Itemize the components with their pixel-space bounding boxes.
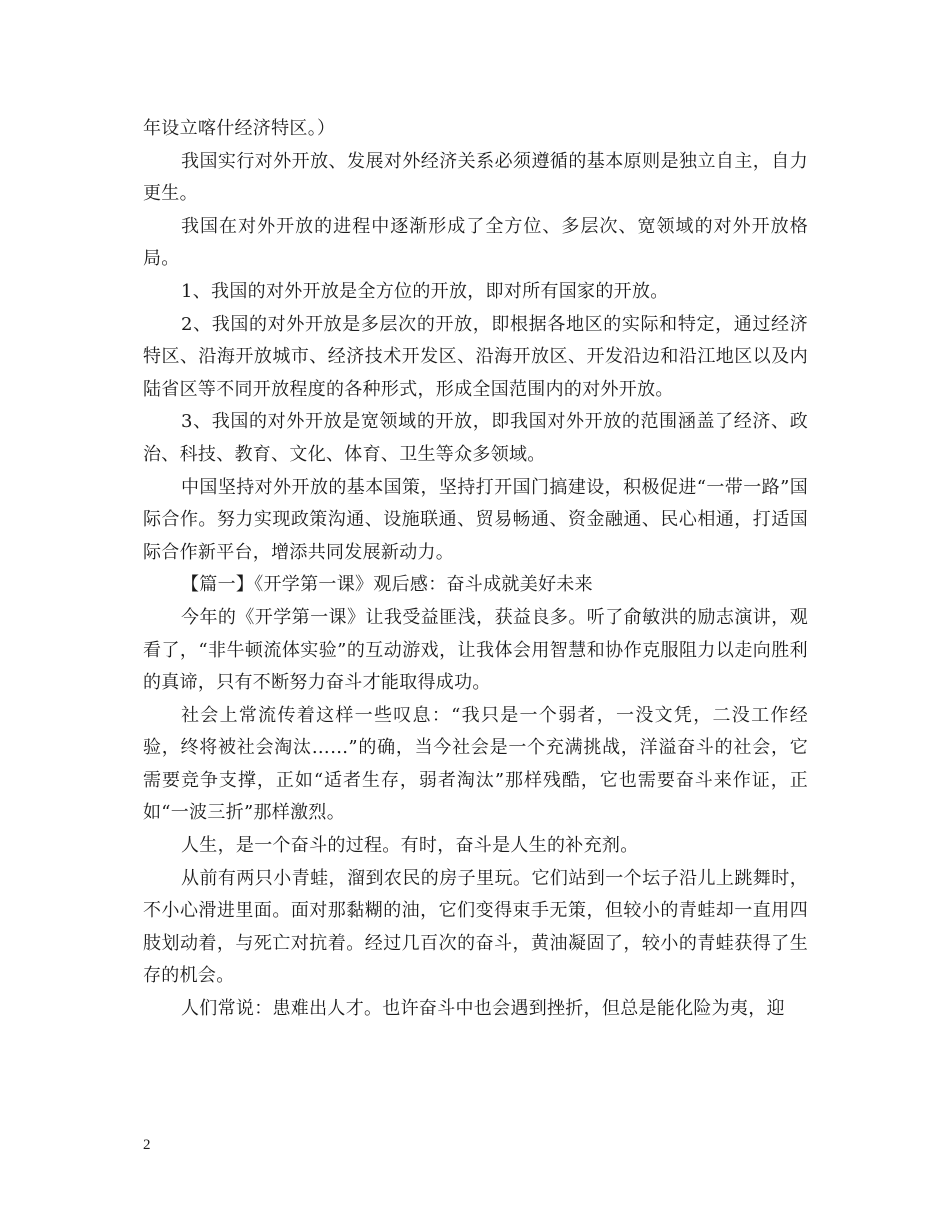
paragraph-10: 社会上常流传着这样一些叹息：“我只是一个弱者，一没文凭，二没工作经验，终将被社会淘汰……”的确，当今社会是一个充满挑战，洋溢奋斗的社会，它需要竞争支撑，正如“适者生存，弱者淘汰”那样残酷，它也需要奋斗来作证，正如“一波三折”那样激烈。 [143, 704, 808, 824]
paragraph-9: 今年的《开学第一课》让我受益匪浅，获益良多。听了俞敏洪的励志演讲，观看了，“非牛顿流体实验”的互动游戏，让我体会用智慧和协作克服阻力以走向胜利的真谛，只有不断努力奋斗才能取得成功。 [143, 606, 808, 694]
paragraph-4: 1、我国的对外开放是全方位的开放，即对所有国家的开放。 [181, 280, 669, 302]
paragraph-12: 从前有两只小青蛙，溜到农民的房子里玩。它们站到一个坛子沿儿上跳舞时，不小心滑进里面。面对那黏糊的油，它们变得束手无策，但较小的青蛙却一直用四肢划动着，与死亡对抗着。经过几百次的奋斗，黄油凝固了，较小的青蛙获得了生存的机会。 [143, 867, 808, 987]
paragraph-7: 中国坚持对外开放的基本国策，坚持打开国门搞建设，积极促进“一带一路”国际合作。努力实现政策沟通、设施联通、贸易畅通、资金融通、民心相通，打适国际合作新平台，增添共同发展新动力。 [143, 476, 808, 563]
paragraph-13: 人们常说：患难出人才。也许奋斗中也会遇到挫折，但总是能化险为夷，迎 [181, 998, 785, 1020]
document-body [143, 113, 808, 1026]
paragraph-1: 年设立喀什经济特区。） [143, 118, 336, 139]
paragraph-6: 3、我国的对外开放是宽领域的开放，即我国对外开放的范围涵盖了经济、政治、科技、教育、文化、体育、卫生等众多领域。 [143, 411, 808, 465]
paragraph-11: 人生，是一个奋斗的过程。有时，奋斗是人生的补充剂。 [181, 835, 639, 857]
page-number: 2 [143, 1137, 151, 1153]
paragraph-5: 2、我国的对外开放是多层次的开放，即根据各地区的实际和特定，通过经济特区、沿海开放城市、经济技术开发区、沿海开放区、开发沿边和沿江地区以及内陆省区等不同开放程度的各种形式，形成全国范围内的对外开放。 [143, 313, 808, 400]
paragraph-3: 我国在对外开放的进程中逐渐形成了全方位、多层次、宽领域的对外开放格局。 [143, 215, 808, 270]
section-heading: 【篇一】《开学第一课》观后感：奋斗成就美好未来 [181, 574, 593, 596]
paragraph-2: 我国实行对外开放、发展对外经济关系必须遵循的基本原则是独立自主，自力更生。 [143, 150, 808, 205]
